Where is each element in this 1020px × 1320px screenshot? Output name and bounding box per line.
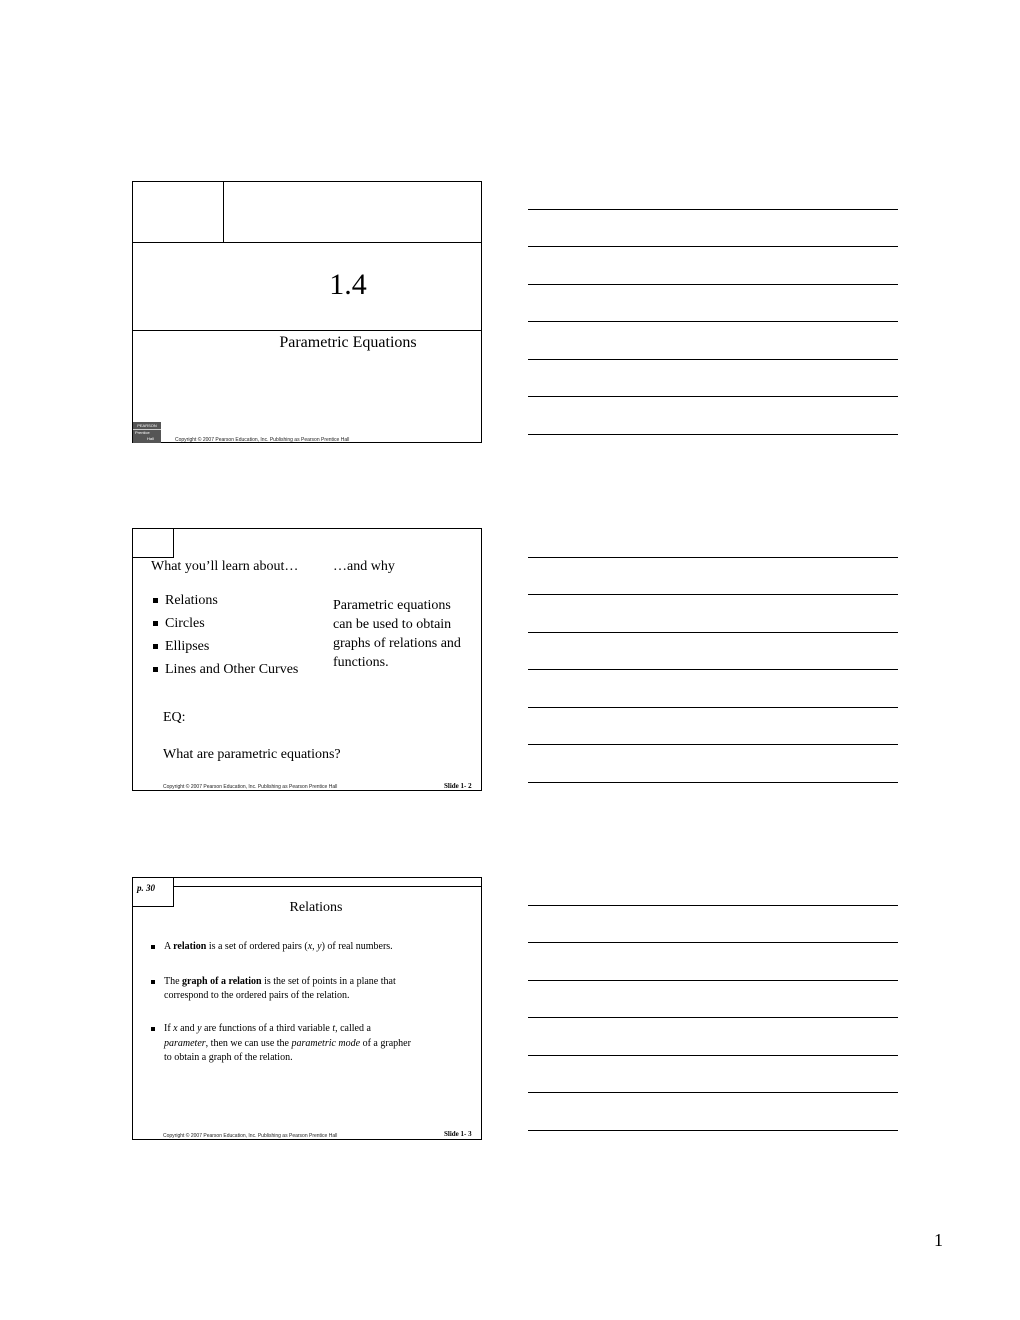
note-line — [528, 1092, 898, 1093]
bullet-square-icon — [153, 667, 158, 672]
why-heading: …and why — [333, 559, 395, 574]
page-number: 1 — [934, 1230, 943, 1250]
note-line — [528, 396, 898, 397]
why-line: can be used to obtain — [333, 617, 452, 632]
bullet-square-icon — [151, 945, 155, 949]
slide-3 — [132, 877, 482, 1140]
topic-label: Relations — [165, 593, 218, 608]
pearson-logo-bottom-2: Hall — [147, 436, 154, 441]
eq-question: What are parametric equations? — [163, 747, 341, 762]
note-line — [528, 632, 898, 633]
note-line — [528, 246, 898, 247]
note-line — [528, 1017, 898, 1018]
learn-heading: What you’ll learn about… — [151, 559, 299, 574]
note-line — [528, 359, 898, 360]
list-item — [153, 662, 298, 685]
list-item — [153, 593, 298, 616]
topic-label: Circles — [165, 616, 205, 631]
why-line: graphs of relations and — [333, 636, 461, 651]
why-line: Parametric equations — [333, 598, 451, 613]
note-line — [528, 1130, 898, 1131]
note-line — [528, 284, 898, 285]
note-line — [528, 321, 898, 322]
list-item — [153, 616, 298, 639]
pearson-logo — [133, 422, 161, 443]
eq-label: EQ: — [163, 710, 186, 725]
note-line — [528, 669, 898, 670]
copyright-text: Copyright © 2007 Pearson Education, Inc. Publishing as Pearson Prentice Hall — [175, 437, 350, 443]
bullet-square-icon — [151, 980, 155, 984]
slide-2 — [132, 528, 482, 791]
list-item — [153, 639, 298, 662]
note-line — [528, 744, 898, 745]
topic-label: Ellipses — [165, 639, 210, 654]
slide-title: Relations — [289, 900, 343, 915]
bullet-square-icon — [153, 621, 158, 626]
note-line — [528, 782, 898, 783]
note-line — [528, 557, 898, 558]
note-line — [528, 942, 898, 943]
slide-1-divider-top — [133, 242, 481, 243]
topic-list — [153, 593, 298, 685]
slide-1-corner-box — [133, 182, 224, 242]
section-number: 1.4 — [329, 268, 367, 301]
bullet-square-icon — [153, 598, 158, 603]
note-line — [528, 707, 898, 708]
bullet-square-icon — [153, 644, 158, 649]
pearson-logo-top: PEARSON — [133, 422, 161, 430]
why-text — [333, 596, 461, 672]
note-line — [528, 434, 898, 435]
note-line — [528, 594, 898, 595]
relation-definition: A relation is a set of ordered pairs (x, y) of real numbers. — [151, 941, 393, 952]
copyright-text: Copyright © 2007 Pearson Education, Inc. Publishing as Pearson Prentice Hall — [163, 784, 338, 790]
topic-label: Lines and Other Curves — [165, 662, 299, 677]
parameter-definition: If x and y are functions of a third variable t, called a parameter, then we can use the parametric mode of a grapher to obtain a graph of the relation. — [151, 1022, 411, 1066]
pearson-logo-bottom-1: Prentice — [135, 430, 150, 435]
graph-definition: The graph of a relation is the set of points in a plane that correspond to the ordered pairs of the relation. — [151, 975, 396, 1003]
page-reference: p. 30 — [137, 883, 155, 893]
slide-number: Slide 1- 3 — [444, 1130, 472, 1138]
note-line — [528, 1055, 898, 1056]
section-title: Parametric Equations — [279, 334, 417, 351]
why-line: functions. — [333, 655, 389, 670]
slide-3-header-line — [173, 886, 481, 887]
copyright-text: Copyright © 2007 Pearson Education, Inc. Publishing as Pearson Prentice Hall — [163, 1133, 338, 1139]
bullet-square-icon — [151, 1027, 155, 1031]
note-line — [528, 209, 898, 210]
slide-2-corner-box — [133, 529, 174, 558]
slide-number: Slide 1- 2 — [444, 782, 472, 790]
note-line — [528, 980, 898, 981]
note-line — [528, 905, 898, 906]
slide-1 — [132, 181, 482, 443]
slide-1-divider-bottom — [133, 330, 481, 331]
